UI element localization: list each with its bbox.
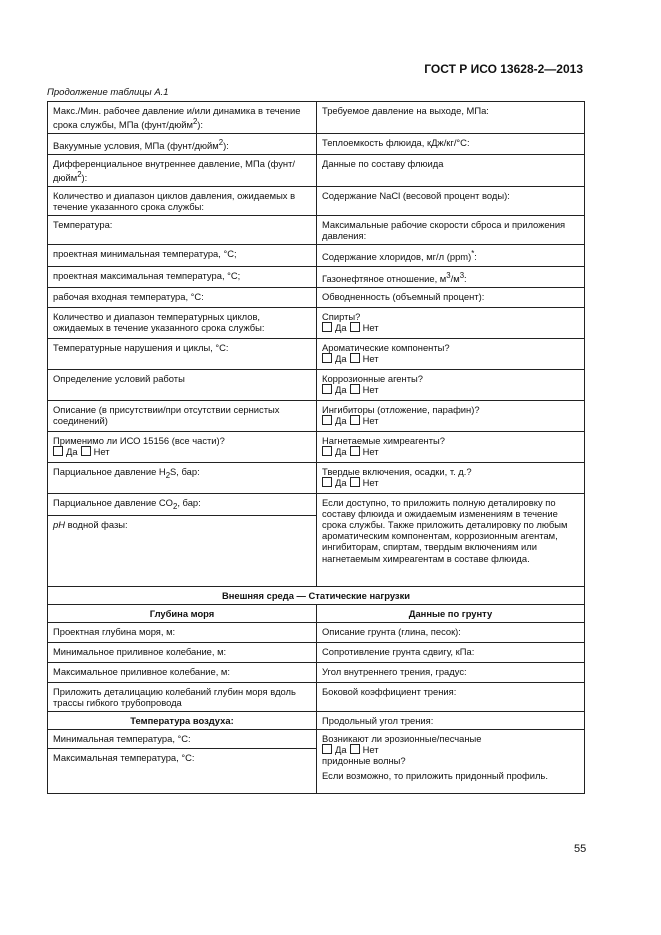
min-air-temp-cell: Минимальная температура, °С: [48, 729, 317, 748]
yes-checkbox[interactable] [322, 353, 332, 363]
max-min-pressure-cell: Макс./Мин. рабочее давление и/или динамика в течение срока службы, МПа (фунт/дюйм$^2$): [48, 102, 317, 134]
table-row [48, 102, 585, 134]
iso-15156-cell: Применимо ли ИСО 15156 (все части)? Да Нет [48, 431, 317, 462]
inlet-temp-cell: рабочая входная температура, °С: [48, 287, 317, 307]
aromatic-components-cell: Ароматические компоненты? Да Нет [317, 338, 585, 369]
fluid-composition-cell: Данные по составу флюида [317, 155, 585, 187]
table-row [48, 245, 585, 266]
section-title: Внешняя среда — Статические нагрузки [48, 586, 585, 604]
fluid-detailing-note-cell: Если доступно, то приложить полную деталировку по составу флюида и ожидаемым изменениям в течение срока службы. Также приложить деталировку по любым ароматическим компонентам, коррозионным агентам, ингибиторам, спиртам, твердым включениям или нагнетаемым химреагентам в составе флюида. [317, 493, 585, 586]
vacuum-conditions-cell: Вакуумные условия, МПа (фунт/дюйм$^2$): [48, 134, 317, 155]
co2-partial-pressure-cell: Парциальное давление $CO_2$, бар: [48, 493, 317, 515]
table-row [48, 400, 585, 431]
operating-conditions-cell: Определение условий работы [48, 369, 317, 400]
table-row [48, 369, 585, 400]
soil-shear-cell: Сопротивление грунта сдвигу, кПа: [317, 642, 585, 662]
yes-no-choice: Да Нет [322, 477, 579, 488]
table-row [48, 729, 585, 748]
min-design-temp-cell: проектная минимальная температура, °С; [48, 245, 317, 266]
document-id: ГОСТ Р ИСО 13628-2—2013 [424, 62, 583, 76]
no-checkbox[interactable] [350, 446, 360, 456]
table-row [48, 338, 585, 369]
yes-no-choice: Да Нет [322, 384, 579, 395]
table-continuation-caption: Продолжение таблицы А.1 [47, 87, 169, 98]
erosion-cell: Возникают ли эрозионные/песчаные Да Нет придонные волны? Если возможно, то приложить придонный профиль. [317, 729, 585, 793]
table-row [48, 682, 585, 711]
table-row [48, 642, 585, 662]
table-row [48, 586, 585, 604]
friction-angle-cell: Угол внутреннего трения, градус: [317, 662, 585, 682]
no-checkbox[interactable] [350, 415, 360, 425]
injected-chemicals-cell: Нагнетаемые химреагенты? Да Нет [317, 431, 585, 462]
design-depth-cell: Проектная глубина моря, м: [48, 622, 317, 642]
yes-no-choice: Да Нет [322, 446, 579, 457]
axial-friction-cell: Продольный угол трения: [317, 711, 585, 729]
inhibitors-cell: Ингибиторы (отложение, парафин)? Да Нет [317, 400, 585, 431]
table-row [48, 493, 585, 515]
max-design-temp-cell: проектная максимальная температура, °С; [48, 266, 317, 287]
soil-description-cell: Описание грунта (глина, песок): [317, 622, 585, 642]
yes-checkbox[interactable] [322, 744, 332, 754]
differential-pressure-cell: Дифференциальное внутреннее давление, МПа (фунт/дюйм$^2$): [48, 155, 317, 187]
yes-no-choice: Да Нет [322, 744, 579, 755]
table-row [48, 287, 585, 307]
page-number: 55 [574, 843, 587, 855]
no-checkbox[interactable] [350, 353, 360, 363]
table-row [48, 622, 585, 642]
min-tide-cell: Минимальное приливное колебание, м: [48, 642, 317, 662]
lateral-friction-cell: Боковой коэффициент трения: [317, 682, 585, 711]
sea-depth-header: Глубина моря [48, 604, 317, 622]
corrosive-agents-cell: Коррозионные агенты? Да Нет [317, 369, 585, 400]
no-checkbox[interactable] [350, 744, 360, 754]
soil-data-header: Данные по грунту [317, 604, 585, 622]
yes-checkbox[interactable] [322, 322, 332, 332]
yes-checkbox[interactable] [322, 477, 332, 487]
table-row [48, 307, 585, 338]
table-row [48, 431, 585, 462]
gas-oil-ratio-cell: Газонефтяное отношение, $м^3/м^3$: [317, 266, 585, 287]
yes-no-choice: Да Нет [322, 353, 579, 364]
table-row [48, 134, 585, 155]
nacl-content-cell: Содержание NaCl (весовой процент воды): [317, 187, 585, 216]
fluid-heat-capacity-cell: Теплоемкость флюида, кДж/кг/°С: [317, 134, 585, 155]
table-row [48, 266, 585, 287]
no-checkbox[interactable] [350, 322, 360, 332]
max-tide-cell: Максимальное приливное колебание, м: [48, 662, 317, 682]
no-checkbox[interactable] [81, 446, 91, 456]
pressure-rates-cell: Максимальные рабочие скорости сброса и приложения давления: [317, 216, 585, 245]
sour-service-description-cell: Описание (в присутствии/при отсутствии сернистых соединений) [48, 400, 317, 431]
air-temp-header: Температура воздуха: [48, 711, 317, 729]
temperature-cell: Температура: [48, 216, 317, 245]
table-row [48, 662, 585, 682]
table-row [48, 187, 585, 216]
solids-cell: Твердые включения, осадки, т. д.? Да Нет [317, 462, 585, 493]
depth-variation-cell: Приложить деталицацию колебаний глубин моря вдоль трассы гибкого трубопровода [48, 682, 317, 711]
pressure-cycles-cell: Количество и диапазон циклов давления, ожидаемых в течение указанного срока службы: [48, 187, 317, 216]
ph-water-phase-cell: pH водной фазы: [48, 515, 317, 586]
chloride-content-cell: Содержание хлоридов, мг/л (ppm)*: [317, 245, 585, 266]
yes-checkbox[interactable] [322, 446, 332, 456]
yes-checkbox[interactable] [53, 446, 63, 456]
yes-checkbox[interactable] [322, 415, 332, 425]
h2s-partial-pressure-cell: Парциальное давление $H_2S$, бар: [48, 462, 317, 493]
table-row [48, 155, 585, 187]
no-checkbox[interactable] [350, 477, 360, 487]
yes-checkbox[interactable] [322, 384, 332, 394]
outlet-pressure-cell: Требуемое давление на выходе, МПа: [317, 102, 585, 134]
water-cut-cell: Обводненность (объемный процент): [317, 287, 585, 307]
temp-cycles-cell: Количество и диапазон температурных циклов, ожидаемых в течение указанного срока службы: [48, 307, 317, 338]
specification-table [47, 101, 585, 794]
yes-no-choice: Да Нет [322, 322, 579, 333]
max-air-temp-cell: Максимальная температура, °С: [48, 748, 317, 793]
table-row [48, 711, 585, 729]
table-row [48, 462, 585, 493]
yes-no-choice: Да Нет [53, 446, 311, 457]
table-row [48, 216, 585, 245]
temp-disturbances-cell: Температурные нарушения и циклы, °С: [48, 338, 317, 369]
alcohols-cell: Спирты? Да Нет [317, 307, 585, 338]
no-checkbox[interactable] [350, 384, 360, 394]
yes-no-choice: Да Нет [322, 415, 579, 426]
table-row [48, 604, 585, 622]
